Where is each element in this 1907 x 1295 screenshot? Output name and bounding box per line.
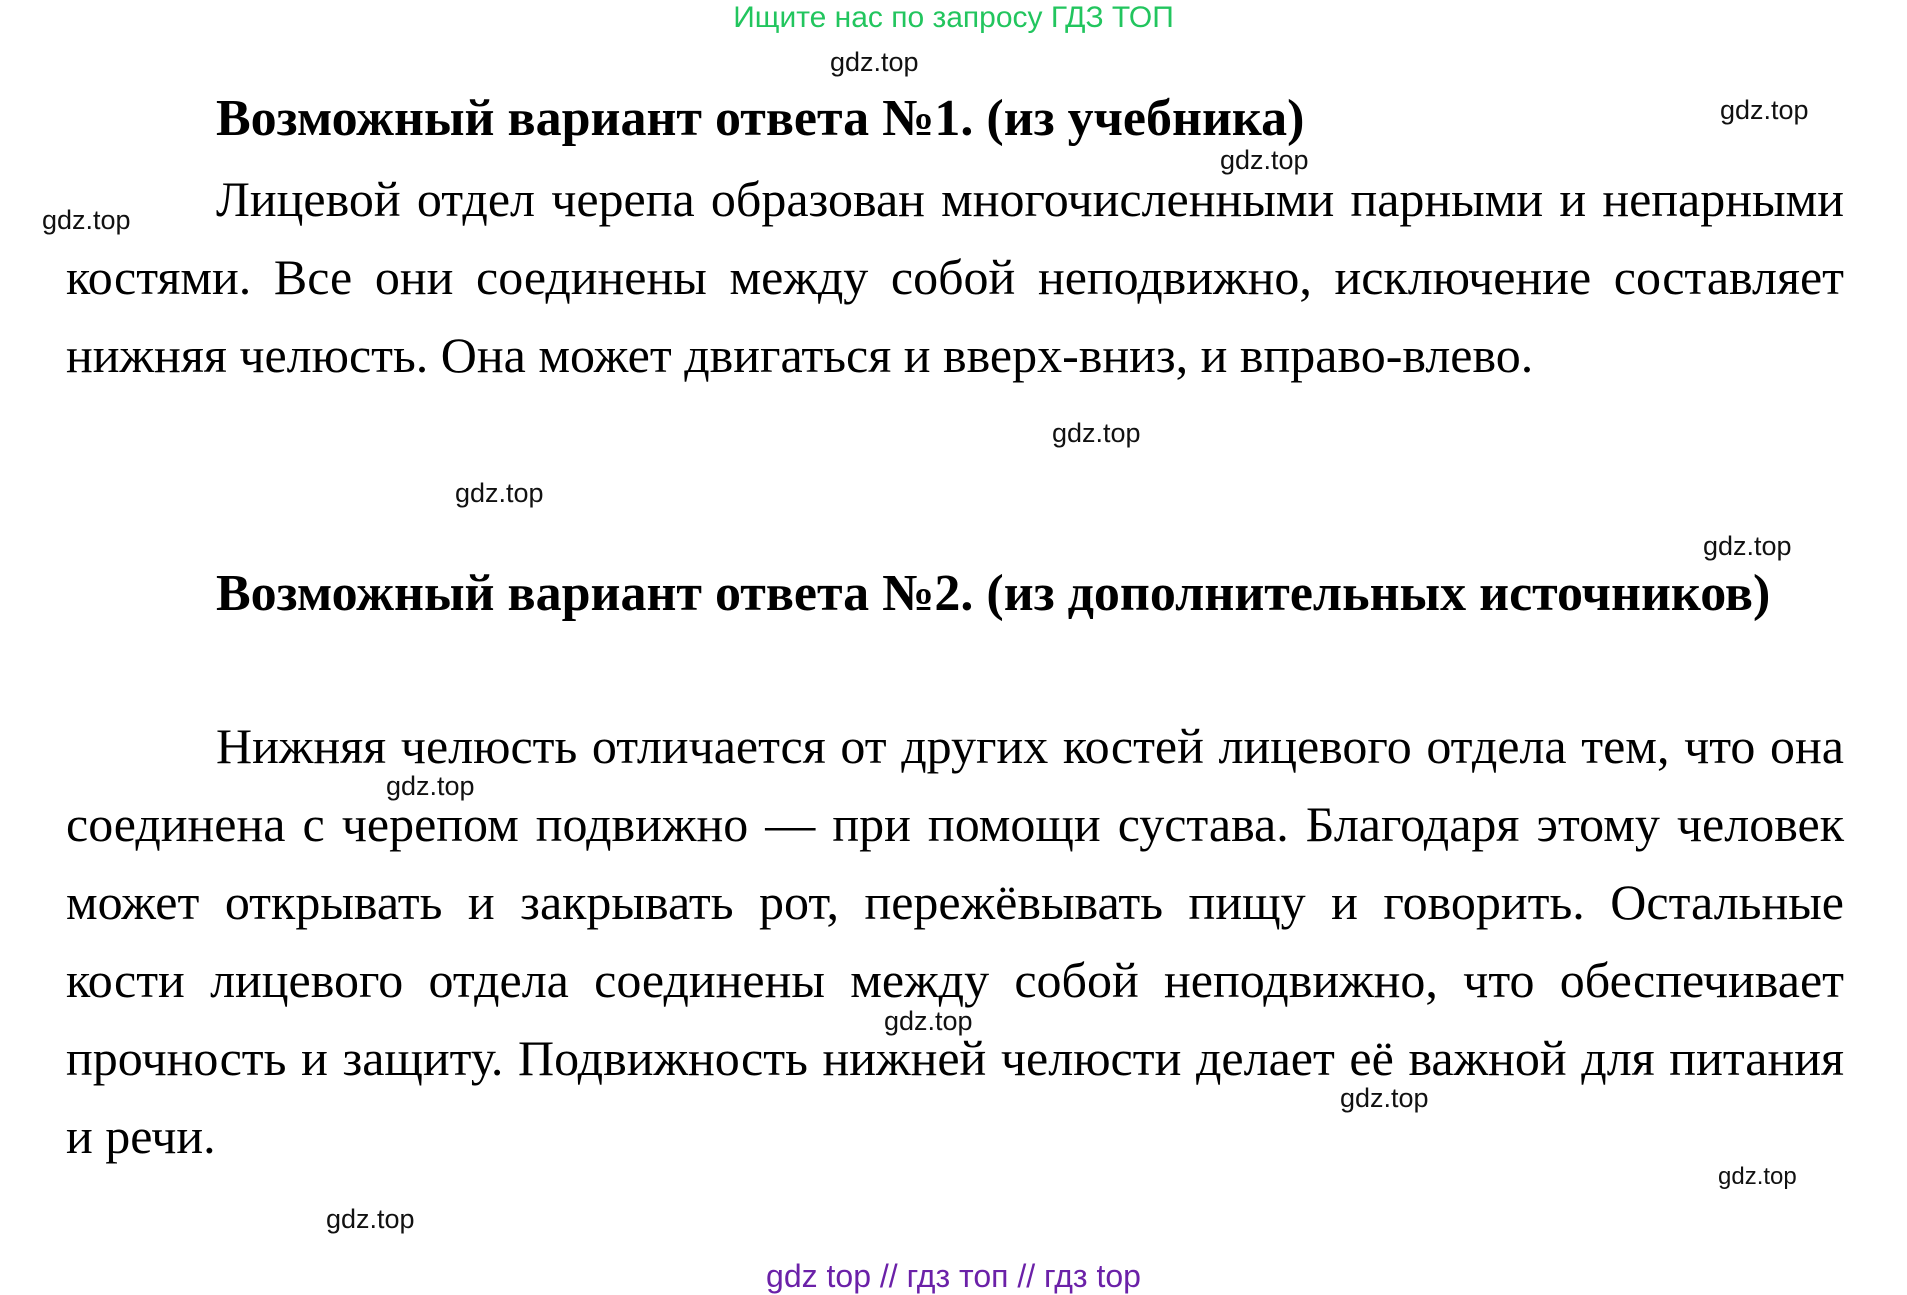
watermark-text: gdz.top bbox=[1340, 1083, 1429, 1113]
watermark-text: gdz.top bbox=[1220, 145, 1309, 175]
watermark-text: gdz.top bbox=[1718, 1163, 1797, 1190]
watermark-text: gdz.top bbox=[830, 47, 919, 77]
watermark-text: gdz.top bbox=[1703, 531, 1792, 561]
watermark-text: gdz.top bbox=[42, 205, 131, 235]
watermark-text: gdz.top bbox=[884, 1006, 973, 1036]
answer-2-heading: Возможный вариант ответа №2. (из дополнительных источников) bbox=[216, 565, 1771, 622]
top-banner[interactable]: Ищите нас по запросу ГДЗ ТОП bbox=[733, 1, 1174, 34]
answer-2-text: Нижняя челюсть отличается от других костей лицевого отдела тем, что она соединена с черепом подвижно — при помощи сустава. Благодаря этому человек может открывать и закрывать рот, пережёвывать пищу и говорить. Остальные кости лицевого отдела соединены между собой неподвижно, что обеспечивает прочность и защиту. Подвижность нижней челюсти делает её важной для питания и речи. bbox=[66, 718, 1844, 1164]
watermark-text: gdz.top bbox=[1720, 95, 1809, 125]
footer-links[interactable]: gdz top // гдз топ // гдз top bbox=[766, 1258, 1141, 1294]
watermark-text: gdz.top bbox=[1052, 418, 1141, 448]
answer-1-text: Лицевой отдел черепа образован многочисленными парными и непарными костями. Все они соединены между собой неподвижно, исключение составляет нижняя челюсть. Она может двигаться и вверх-вниз, и вправо-влево. bbox=[66, 171, 1844, 383]
watermark-text: gdz.top bbox=[455, 478, 544, 508]
watermark-text: gdz.top bbox=[326, 1204, 415, 1234]
answer-1-heading: Возможный вариант ответа №1. (из учебника) bbox=[216, 90, 1305, 147]
watermark-text: gdz.top bbox=[386, 771, 475, 801]
